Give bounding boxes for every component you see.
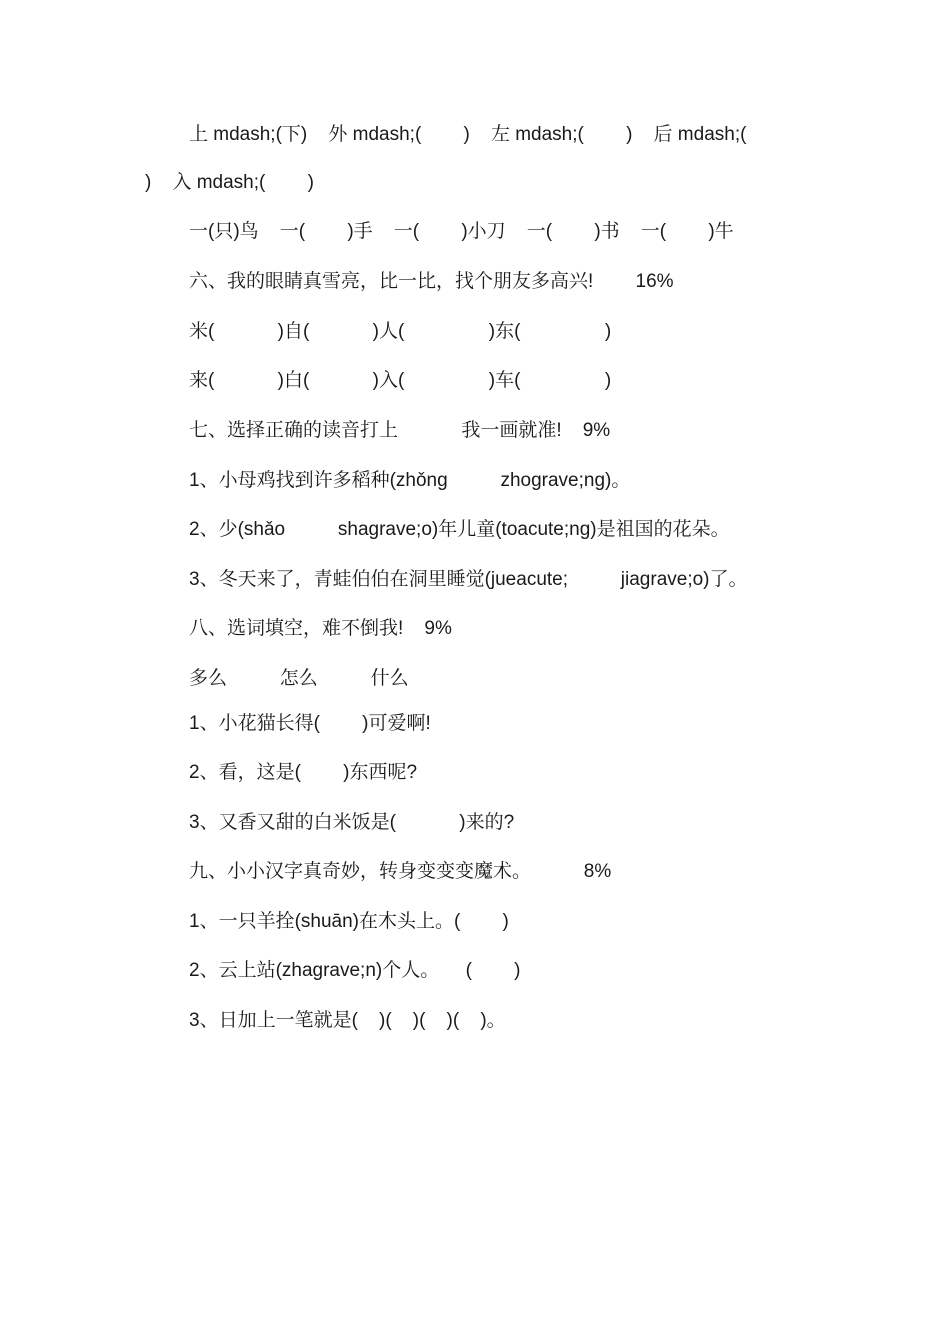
measure-words-line: 一(只)鸟 一( )手 一( )小刀 一( )书 一( )牛 — [189, 221, 734, 242]
section-9-item-2: 2、云上站(zhagrave;n)个人。 ( ) — [189, 960, 521, 981]
section-9-item-1: 1、一只羊拴(shuān)在木头上。( ) — [189, 911, 509, 932]
section-8-word-options: 多么 怎么 什么 — [189, 668, 409, 689]
section-8-item-3: 3、又香又甜的白米饭是( )来的? — [189, 812, 515, 833]
section-8-item-1: 1、小花猫长得( )可爱啊! — [189, 713, 431, 734]
section-7-item-1: 1、小母鸡找到许多稻种(zhǒng zhograve;ng)。 — [189, 470, 631, 491]
section-9-heading: 九、小小汉字真奇妙，转身变变变魔术。 8% — [189, 861, 612, 882]
section-8-item-2: 2、看，这是( )东西呢? — [189, 762, 418, 783]
section-7-item-3: 3、冬天来了，青蛙伯伯在洞里睡觉(jueacute; jiagrave;o)了。 — [189, 569, 748, 590]
char-pairs-row-2: 来( )白( )入( )车( ) — [189, 370, 612, 391]
section-7-item-2: 2、少(shǎo shagrave;o)年儿童(toacute;ng)是祖国的花朵。 — [189, 519, 730, 540]
section-7-heading: 七、选择正确的读音打上 我一画就准! 9% — [189, 420, 611, 441]
section-8-heading: 八、选词填空，难不倒我! 9% — [189, 618, 452, 639]
section-6-heading: 六、我的眼睛真雪亮，比一比，找个朋友多高兴! 16% — [189, 271, 674, 292]
opposites-line-1: 上 mdash;(下) 外 mdash;( ) 左 mdash;( ) 后 mdash;( — [189, 124, 747, 145]
char-pairs-row-1: 米( )自( )人( )东( ) — [189, 321, 612, 342]
opposites-line-2: ) 入 mdash;( ) — [145, 172, 314, 193]
section-9-item-3: 3、日加上一笔就是( )( )( )( )。 — [189, 1010, 506, 1031]
